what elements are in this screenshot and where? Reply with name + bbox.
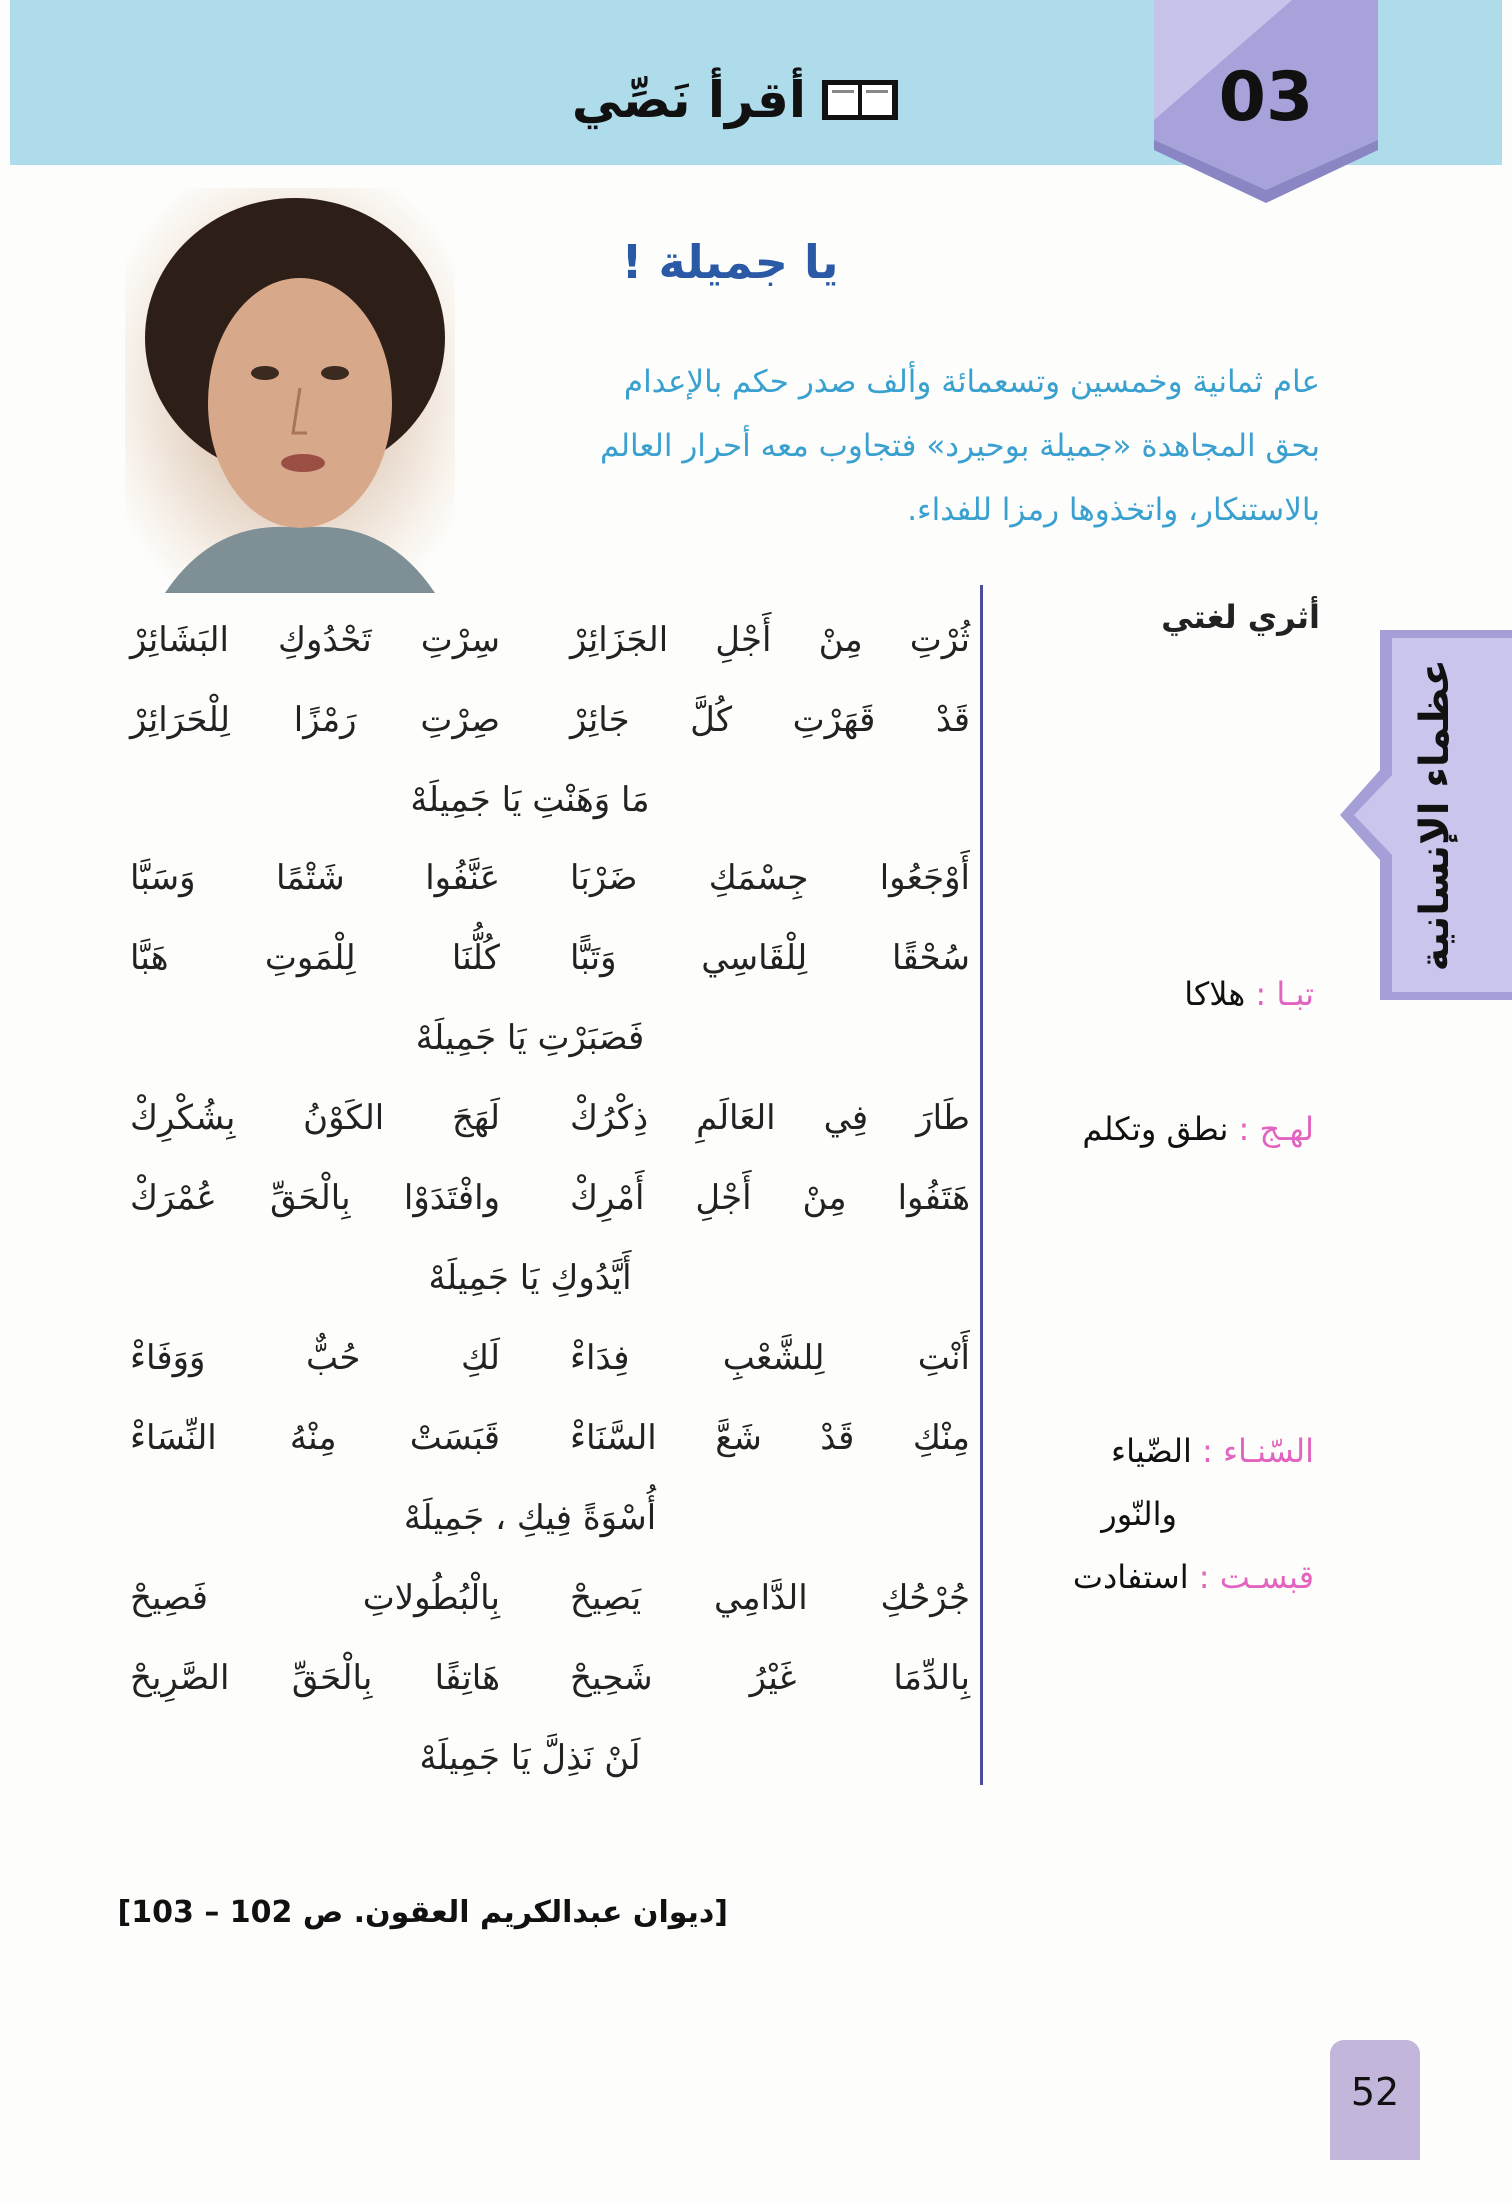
chapter-tab-label (1360, 630, 1510, 1000)
hemistich-first: طَارَ فِي العَالَمِ ذِكْرُكْ (570, 1098, 970, 1138)
verse (120, 938, 970, 1008)
glossary-meaning: هلاكا (1184, 975, 1246, 1013)
hemistich-second: كُلُّنَا لِلْمَوتِ هَبَّا (130, 938, 500, 978)
refrain: فَصَبَرْتِ يَا جَمِيلَهْ (415, 1018, 645, 1058)
vocabulary-heading: أثري لغتي (1161, 598, 1320, 636)
refrain: أُسْوَةً فِيكِ ، جَمِيلَهْ (403, 1498, 657, 1538)
hemistich-second: عَنَّفُوا شَتْمًا وَسَبَّا (130, 858, 500, 898)
section-header (560, 60, 900, 140)
open-book-icon (820, 76, 900, 124)
verse (120, 1178, 970, 1248)
hemistich-second: لَهَجَ الكَوْنُ بِشُكْرِكْ (130, 1098, 500, 1138)
verse (120, 1418, 970, 1488)
poem-title: يا جميلة ! (621, 235, 839, 289)
page-number: 52 (1350, 2070, 1400, 2114)
hemistich-first: ثُرْتِ مِنْ أَجْلِ الجَزَائِرْ (570, 620, 970, 660)
intro-line: عام ثمانية وخمسين وتسعمائة وألف صدر حكم بالإعدام (623, 364, 1320, 400)
glossary-meaning: نطق وتكلم (1082, 1110, 1229, 1148)
intro-line: بحق المجاهدة «جميلة بوحيرد» فتجاوب معه أحرار العالم (599, 428, 1320, 464)
glossary-item (1082, 1110, 1314, 1148)
glossary-separator: : (1188, 1558, 1220, 1596)
glossary-term: تبـا (1276, 975, 1314, 1013)
glossary-item (1111, 1432, 1314, 1470)
hemistich-first: مِنْكِ قَدْ شَعَّ السَّنَاءْ (570, 1418, 970, 1458)
hemistich-first: بِالدِّمَا غَيْرُ شَحِيحْ (570, 1658, 970, 1698)
glossary-item (1073, 1558, 1314, 1596)
hemistich-second: هَاتِفًا بِالْحَقِّ الصَّرِيحْ (130, 1658, 500, 1698)
verse (120, 858, 970, 928)
hemistich-first: أَنْتِ لِلشَّعْبِ فِدَاءْ (570, 1338, 970, 1378)
column-divider (980, 585, 983, 1785)
hemistich-second: صِرْتِ رَمْزًا لِلْحَرَائِرْ (130, 700, 500, 740)
glossary-item (1101, 1495, 1177, 1533)
hemistich-second: بِالْبُطُولاتِ فَصِيحْ (130, 1578, 500, 1618)
refrain: أَيَّدُوكِ يَا جَمِيلَهْ (428, 1258, 632, 1298)
glossary-separator: : (1191, 1432, 1223, 1470)
intro-paragraph (480, 350, 1320, 542)
verse (120, 1578, 970, 1648)
hemistich-first: جُرْحُكِ الدَّامِي يَصِيحْ (570, 1578, 970, 1618)
refrain: لَنْ نَذِلَّ يَا جَمِيلَهْ (419, 1738, 641, 1778)
verse (120, 700, 970, 770)
hemistich-first: هَتَفُوا مِنْ أَجْلِ أَمْرِكْ (570, 1178, 970, 1218)
verse (120, 620, 970, 690)
glossary-item (1184, 975, 1314, 1013)
hemistich-first: قَدْ قَهَرْتِ كُلَّ جَائِرْ (570, 700, 970, 740)
verse (120, 1338, 970, 1408)
lesson-number: 03 (1218, 58, 1314, 137)
verse (120, 1658, 970, 1728)
verse (120, 1098, 970, 1168)
hemistich-second: لَكِ حُبٌّ وَوَفَاءْ (130, 1338, 500, 1378)
glossary-term: لهـج (1259, 1110, 1314, 1148)
hemistich-first: أَوْجَعُوا جِسْمَكِ ضَرْبَا (570, 858, 970, 898)
glossary-separator: : (1228, 1110, 1260, 1148)
glossary-term: قبسـت (1219, 1558, 1314, 1596)
glossary-meaning: والنّور (1101, 1495, 1177, 1533)
glossary-separator: : (1245, 975, 1277, 1013)
refrain: مَا وَهَنْتِ يَا جَمِيلَهْ (410, 780, 650, 820)
hemistich-second: سِرْتِ تَحْدُوكِ البَشَائِرْ (130, 620, 500, 660)
portrait-photo (125, 188, 455, 593)
hemistich-second: وافْتَدَوْا بِالْحَقِّ عُمْرَكْ (130, 1178, 500, 1218)
source-citation: [ديوان عبدالكريم العقون. ص 102 – 103] (117, 1895, 728, 1930)
glossary-meaning: استفادت (1072, 1558, 1189, 1596)
section-title: أقرأ نَصِّي (571, 71, 806, 129)
hemistich-first: سُحْقًا لِلْقَاسِي وَتَبًّا (570, 938, 970, 978)
glossary-meaning: الضّياء (1111, 1432, 1192, 1470)
chapter-tab-text: عظماء الإنسانية (1412, 658, 1458, 972)
intro-line: بالاستنكار، واتخذوها رمزا للفداء. (907, 492, 1320, 528)
glossary-term: السّنـاء (1222, 1432, 1314, 1470)
hemistich-second: قَبَسَتْ مِنْهُ النِّسَاءْ (130, 1418, 500, 1458)
